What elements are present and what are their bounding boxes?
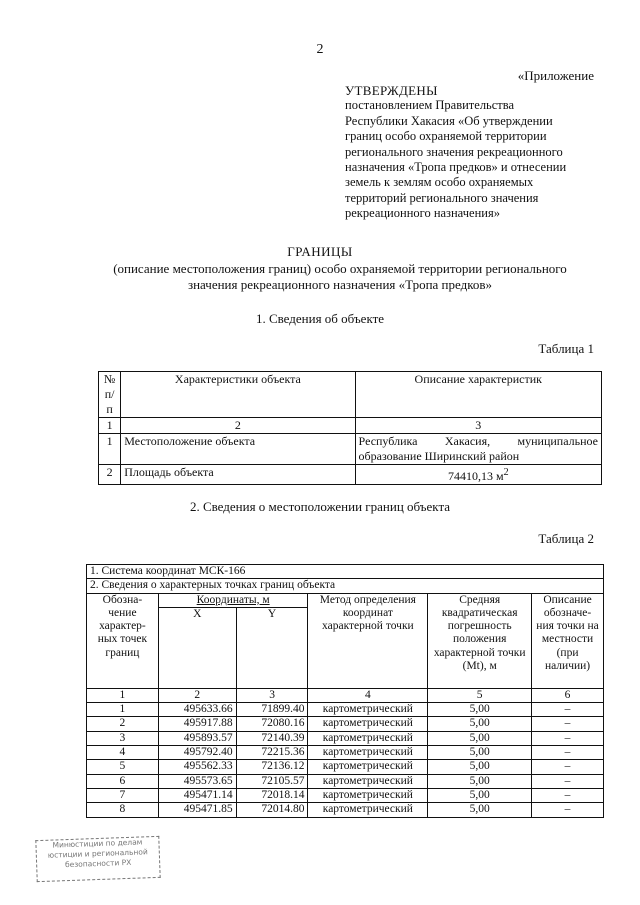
approval-line: регионального значения рекреационного <box>345 144 563 159</box>
x-coordinate: 495573.65 <box>158 774 236 788</box>
x-coordinate: 495893.57 <box>158 731 236 745</box>
header-cell: Описание характеристик <box>355 372 601 418</box>
x-coordinate: 495917.88 <box>158 717 236 731</box>
table-row <box>87 760 604 774</box>
row-number: 1 <box>99 434 121 465</box>
numbering-cell: 5 <box>428 688 532 702</box>
boundary-points-table <box>86 564 604 818</box>
y-coordinate: 72140.39 <box>236 731 308 745</box>
point-description: – <box>532 717 604 731</box>
approval-line: Республики Хакасия «Об утверждении <box>345 113 553 128</box>
table-row <box>87 803 604 817</box>
method: картометрический <box>308 788 428 802</box>
table2-caption: Таблица 2 <box>538 531 594 546</box>
error-value: 5,00 <box>428 803 532 817</box>
approval-line: границ особо охраняемой территории <box>345 129 547 144</box>
numbering-cell: 1 <box>87 688 159 702</box>
characteristic-name: Местоположение объекта <box>121 434 355 465</box>
approval-block <box>345 83 605 222</box>
numbering-cell: 6 <box>532 688 604 702</box>
table-row <box>87 774 604 788</box>
method: картометрический <box>308 717 428 731</box>
header-method: Метод определения координат характерной точки <box>308 593 428 688</box>
document-title: ГРАНИЦЫ <box>287 244 353 259</box>
approval-line: земель к землям особо охраняемых <box>345 175 534 190</box>
table-numbering-row <box>99 418 602 434</box>
x-coordinate: 495471.85 <box>158 803 236 817</box>
table-header-row <box>87 593 604 607</box>
numbering-cell: 2 <box>121 418 355 434</box>
point-label: 8 <box>87 803 159 817</box>
point-description: – <box>532 703 604 717</box>
method: картометрический <box>308 731 428 745</box>
point-description: – <box>532 746 604 760</box>
page-number: 2 <box>316 42 324 57</box>
section1-heading: 1. Сведения об объекте <box>255 311 385 326</box>
section2-heading: 2. Сведения о местоположении границ объекта <box>189 499 451 514</box>
table-row <box>87 788 604 802</box>
coord-system-row <box>87 565 604 579</box>
y-coordinate: 72018.14 <box>236 788 308 802</box>
header-x: X <box>158 607 236 688</box>
row-number: 2 <box>99 465 121 485</box>
area-unit-superscript: 2 <box>503 467 509 478</box>
document-subtitle: (описание местоположения границ) особо охраняемой территории регионального значения рекреационного назначения «Тропа предков» <box>113 261 567 292</box>
point-label: 2 <box>87 717 159 731</box>
method: картометрический <box>308 774 428 788</box>
characteristic-name: Площадь объекта <box>121 465 355 485</box>
table-numbering-row <box>87 688 604 702</box>
points-header-row <box>87 579 604 593</box>
header-y: Y <box>236 607 308 688</box>
header-coords <box>158 593 308 607</box>
error-value: 5,00 <box>428 746 532 760</box>
error-value: 5,00 <box>428 731 532 745</box>
table-row <box>87 731 604 745</box>
approval-line: постановлением Правительства <box>345 98 515 113</box>
appendix-label: «Приложение <box>517 68 594 83</box>
method: картометрический <box>308 703 428 717</box>
table-row <box>99 434 602 465</box>
table-row <box>99 465 602 485</box>
x-coordinate: 495471.14 <box>158 788 236 802</box>
approval-line: территорий регионального значения <box>345 190 539 205</box>
y-coordinate: 72136.12 <box>236 760 308 774</box>
y-coordinate: 72105.57 <box>236 774 308 788</box>
error-value: 5,00 <box>428 760 532 774</box>
approval-line: рекреационного назначения» <box>345 206 500 221</box>
point-label: 4 <box>87 746 159 760</box>
point-description: – <box>532 788 604 802</box>
object-info-table <box>98 371 602 485</box>
x-coordinate: 495792.40 <box>158 746 236 760</box>
x-coordinate: 495562.33 <box>158 760 236 774</box>
point-label: 5 <box>87 760 159 774</box>
method: картометрический <box>308 746 428 760</box>
y-coordinate: 72080.16 <box>236 717 308 731</box>
area-value: 74410,13 м <box>447 469 504 483</box>
error-value: 5,00 <box>428 774 532 788</box>
header-description: Описание обозначе-ния точки на местности (при наличии) <box>532 593 604 688</box>
numbering-cell: 1 <box>99 418 121 434</box>
point-description: – <box>532 774 604 788</box>
point-label: 7 <box>87 788 159 802</box>
point-description: – <box>532 803 604 817</box>
table-row <box>87 703 604 717</box>
error-value: 5,00 <box>428 788 532 802</box>
approval-line: назначения «Тропа предков» и отнесении <box>345 160 567 175</box>
registration-stamp: Минюстиции по делам юстиции и региональной безопасности РХ <box>35 836 160 882</box>
point-label: 3 <box>87 731 159 745</box>
method: картометрический <box>308 803 428 817</box>
header-coords-label: Координаты, м <box>196 593 270 606</box>
points-header: 2. Сведения о характерных точках границ объекта <box>87 579 604 593</box>
y-coordinate: 72215.36 <box>236 746 308 760</box>
y-coordinate: 71899.40 <box>236 703 308 717</box>
point-label: 6 <box>87 774 159 788</box>
method: картометрический <box>308 760 428 774</box>
table1-caption: Таблица 1 <box>538 341 594 356</box>
point-description: – <box>532 760 604 774</box>
header-point: Обозна-чение характер-ных точек границ <box>87 593 159 688</box>
table-row <box>87 717 604 731</box>
header-cell: Характеристики объекта <box>121 372 355 418</box>
numbering-cell: 3 <box>236 688 308 702</box>
point-label: 1 <box>87 703 159 717</box>
characteristic-value-cell <box>355 465 601 485</box>
header-cell: № п/п <box>99 372 121 418</box>
y-coordinate: 72014.80 <box>236 803 308 817</box>
characteristic-value: Республика Хакасия, муниципальное образование Ширинский район <box>355 434 601 465</box>
table-header-row <box>99 372 602 418</box>
numbering-cell: 3 <box>355 418 601 434</box>
coord-system: 1. Система координат МСК-166 <box>87 565 604 579</box>
x-coordinate: 495633.66 <box>158 703 236 717</box>
error-value: 5,00 <box>428 717 532 731</box>
table-row <box>87 746 604 760</box>
error-value: 5,00 <box>428 703 532 717</box>
header-error: Средняя квадратическая погрешность положения характерной точки (Mt), м <box>428 593 532 688</box>
numbering-cell: 4 <box>308 688 428 702</box>
points-body <box>87 703 604 817</box>
numbering-cell: 2 <box>158 688 236 702</box>
point-description: – <box>532 731 604 745</box>
approval-title: УТВЕРЖДЕНЫ <box>345 83 438 98</box>
